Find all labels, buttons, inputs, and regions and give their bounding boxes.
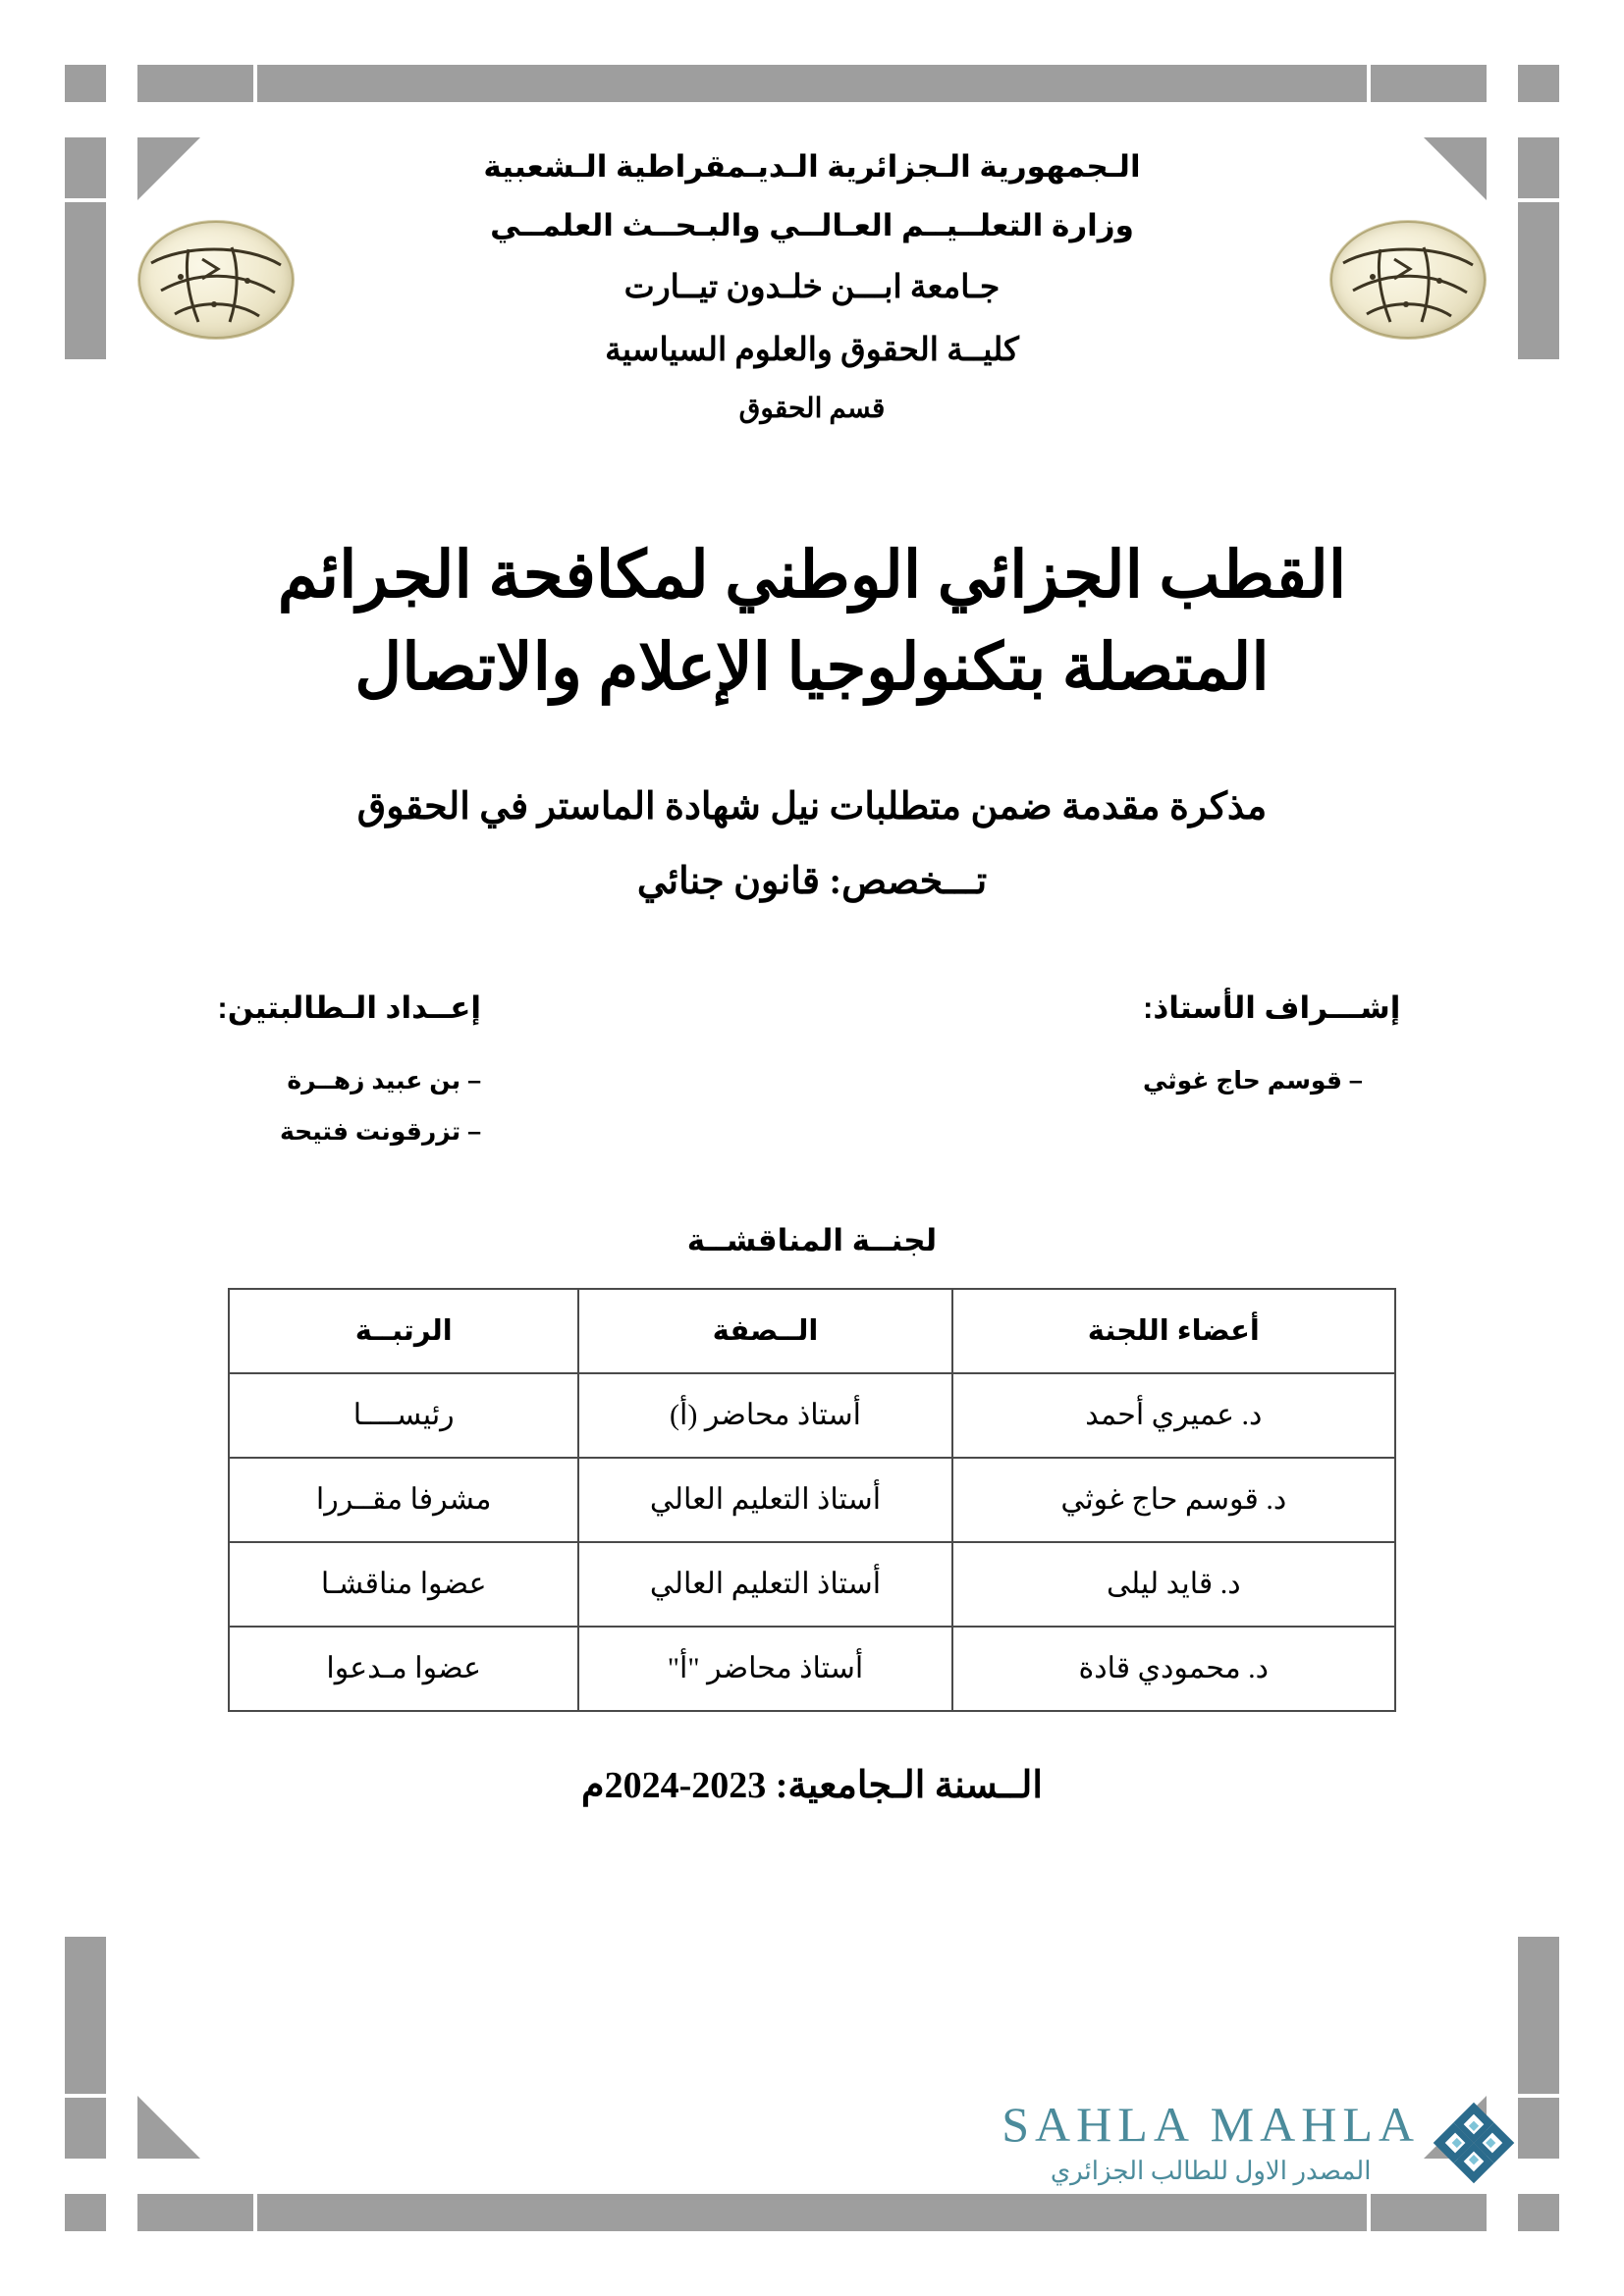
jury-member-rank: مشرفا مقــررا (229, 1458, 578, 1542)
degree-statement: مذكرة مقدمة ضمن متطلبات نيل شهادة الماستر في الحقوق (356, 785, 1268, 828)
table-row (229, 1458, 1395, 1542)
jury-member-rank: عضوا مناقشـا (229, 1542, 578, 1627)
table-row (229, 1627, 1395, 1711)
jury-member-role: أستاذ محاضر (أ) (578, 1373, 951, 1458)
thesis-title-line-2: المتصلة بتكنولوجيا الإعلام والاتصال (354, 631, 1270, 704)
watermark-logo (1001, 2097, 1516, 2186)
jury-table (228, 1288, 1396, 1712)
jury-section-title: لجنــة المناقشــة (686, 1222, 938, 1257)
department-line: قسم الحقوق (738, 393, 886, 424)
thesis-title (118, 530, 1506, 714)
jury-member-role: أستاذ التعليم العالي (578, 1458, 951, 1542)
frame-left-bottom-bar-2 (65, 1937, 106, 2094)
university-seal-left-icon (137, 220, 295, 340)
jury-member-name: د. محمودي قادة (952, 1627, 1395, 1711)
frame-triangle-bottom-left (137, 2096, 200, 2159)
jury-member-role: أستاذ التعليم العالي (578, 1542, 951, 1627)
table-row (229, 1542, 1395, 1627)
students-column (157, 990, 481, 1158)
jury-col-rank: الرتبــة (229, 1289, 578, 1373)
frame-right-bottom-bar-2 (1518, 1937, 1559, 2094)
frame-bottom-right-bar-2 (640, 2194, 1367, 2231)
frame-bottom-left-bar-1 (137, 2194, 253, 2231)
academic-year: الــسنة الـجامعية: 2023-2024م (581, 1764, 1043, 1806)
watermark-diamond-icon (1432, 2101, 1516, 2185)
faculty-line: كليــة الحقوق والعلوم السياسية (605, 333, 1019, 369)
jury-member-name: د. عميري أحمد (952, 1373, 1395, 1458)
jury-member-rank: رئيســــا (229, 1373, 578, 1458)
jury-table-header-row (229, 1289, 1395, 1373)
supervisor-heading: إشـــراف الأستاذ: (1143, 989, 1401, 1025)
supervisor-column (1143, 990, 1467, 1107)
frame-left-bottom-bar-1 (65, 2098, 106, 2159)
speciality-line: تـــخصص: قانون جنائي (636, 861, 988, 903)
thesis-title-line-1: القطب الجزائي الوطني لمكافحة الجرائم (277, 540, 1347, 613)
university-seal-right-icon (1329, 220, 1487, 340)
jury-col-role: الــصفة (578, 1289, 951, 1373)
frame-right-bottom-bar-1 (1518, 2098, 1559, 2159)
watermark-tagline: المصدر الاول للطالب الجزائري (1050, 2157, 1372, 2185)
republic-line: الـجمهورية الـجزائرية الـديـمقراطية الـشعبية (483, 149, 1141, 184)
jury-member-name: د. قايد ليلى (952, 1542, 1395, 1627)
jury-member-name: د. قوسم حاج غوثي (952, 1458, 1395, 1542)
watermark-text (1001, 2097, 1420, 2186)
frame-bottom-right-bar-1 (1371, 2194, 1487, 2231)
student-name-1: – بن عبيد زهــرة (287, 1066, 481, 1095)
institution-header (118, 0, 1506, 436)
jury-member-role: أستاذ محاضر "أ" (578, 1627, 951, 1711)
table-row (229, 1373, 1395, 1458)
watermark-brand-name: SAHLA MAHLA (1001, 2097, 1420, 2152)
frame-corner-bottom-right-square (1518, 2194, 1559, 2231)
student-name-2: – تزرقونت فتيحة (280, 1118, 481, 1147)
students-heading: إعــداد الـطالبتين: (217, 989, 481, 1025)
supervisor-name: – قوسم حاج غوثي (1143, 1066, 1363, 1095)
degree-statement-block (118, 775, 1506, 914)
jury-member-rank: عضوا مـدعوا (229, 1627, 578, 1711)
authors-section (118, 990, 1506, 1158)
frame-corner-bottom-left-square (65, 2194, 106, 2231)
university-line: جـامعة ابـــن خلـدون تيــارت (623, 269, 1001, 305)
jury-col-members: أعضاء اللجنة (952, 1289, 1395, 1373)
ministry-line: وزارة التعلــيــم العـالــي والبـحــث العلمــي (490, 208, 1134, 243)
